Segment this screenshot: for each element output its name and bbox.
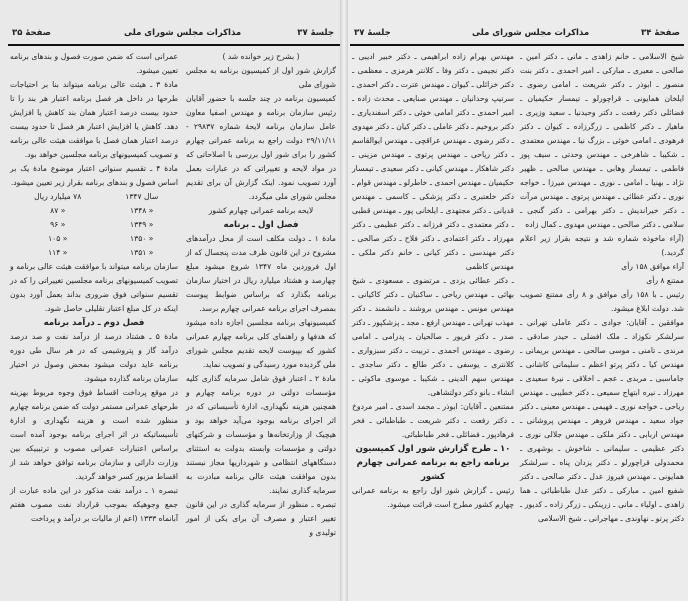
article-paragraph: مادهٔ ۴ ـ تقسیم سنواتی اعتبار موضوع مادهٔ یک بر اساس فصول و بندهای برنامه بقرار زیر تعیین میشود. [10, 164, 179, 187]
right-page [344, 0, 688, 601]
page-header [12, 28, 334, 42]
article-paragraph: مادهٔ ۱ ـ دولت مکلف است از محل درآمدهای مشروح در این قانون ظرف مدت پنجسال که از اول فروردین ماه ۱۳۴۷ شروع میشود مبلغ چهارصد و هشتاد میلیارد ریال در اختیار سازمان برنامه بگذارد که براساس ضوابط پیوست بمصرف اجرای برنامه عمرانی چهارم برسد. [186, 234, 337, 313]
article-paragraph: مادهٔ ۵ ـ هشتاد درصد از درآمد نفت و صد درصد درآمد گاز و پتروشیمی که در هر سال طی دوره برنامه عاید دولت میشود بمحض وصول در اختیار سازمان برنامه گذارده میشود. [10, 332, 179, 383]
paragraph: کمیسیونهای برنامه مجلسین اجازه داده میشود که هدفها و راهنمای کلی برنامه چهارم عمرانی کشور که بپیوست لایحه تقدیم مجلس شورای ملی گردیده مورد رسیدگی و تصویب نماید. [186, 318, 336, 369]
amount-cell: « ۱۰۵ [48, 234, 68, 243]
table-row [10, 204, 178, 218]
paragraph: عمرانی است که ضمن صورت فصول و بندهای برنامه تعیین میشود. [10, 52, 178, 75]
paragraph: موافقین ـ آقایان: جوادی ـ دکتر عاملی تهرانی ـ سرلشکر نکوزاد ـ ملک افضلی ـ حیدر صادقی ـ مرندی ـ تامنی ـ موسی صالحی ـ مهندس بریمانی ـ مهندس کیا ـ دکتر پرتو اعظم ـ سلیمانی کاشانی ـ جاماسبی ـ مربدی ـ عجم ـ اخلاقی ـ نیرهٔ سعیدی ـ مهرزاد ـ نیره ابتهاج سمیعی ـ دکتر خطیبی ـ مهندس ریاحی ـ خواجه نوری ـ فهیمی ـ مهندس معینی ـ دکتر جواد سعید ـ مهندس فروهر ـ مهندس پروشانی ـ مهندس اربابی ـ دکتر ملکی ـ مهندس جلالی نوری ـ دکتر عظیمی ـ سلیمانی ـ شاخوش ـ بوشهری ـ محمدولی قراچورلو ـ دکتر یزدان پناه ـ سرلشکر همایونی ـ مهندس فیروز عدل ـ دکتر صالحی ـ دکتر شفیع امین ـ مبارکی ـ دکتر عدل طباطبائی ـ هما زاهدی ـ اولیاء ـ مانی ـ زرینکی ـ زرگر زاده ـ کدیور ـ دکتر پرتو ـ نهاوندی ـ مهاجرانی ـ شیخ الاسلامی [520, 318, 684, 523]
page-number: صفحهٔ ۳۵ [12, 28, 51, 38]
right-column [520, 50, 684, 526]
amount-cell: « ۹۶ [50, 220, 66, 229]
chapter-heading: فصل اول ـ برنامه [223, 220, 299, 230]
paragraph: ممتنعین ـ آقایان: ابوذر ـ محمد اسدی ـ امیر مردوخ ـ دکتر رفعت ـ دکتر شریعت ـ طباطبائی ـ فخر فرهادپور ـ فضائلی ـ فخر طباطبائی. [352, 402, 514, 439]
article-paragraph: مادهٔ ۲ ـ اعتبار فوق شامل سرمایه گذاری کلیه مؤسسات دولتی در دوره برنامه چهارم و همچنین هزینه نگهداری، ادارهٔ تأسیساتی که در اثر اجرای برنامه بوجود می‌آید خواهد بود و هیچیک از وزارتخانه‌ها و مؤسسات و شرکتهای دولتی و مؤسسات وابسته بدولت به استثنای دستگاههای انتظامی و شهرداریها مجاز نیستند بدون موافقت هیئت عالی برنامه مبادرت به سرمایه گذاری نمایند. [186, 374, 337, 495]
table-row [10, 190, 178, 204]
table-row [10, 232, 178, 246]
table-row [10, 218, 178, 232]
paragraph: سازمان برنامه میتواند با موافقت هیئت عالی برنامه و تصویب کمیسیونهای برنامه مجلسین تغییراتی را که در تقسیم سنواتی فوق ضروری بداند بعمل آورد بدون اینکه در کل مبلغ اعتبار تقلیلی حاصل شود. [10, 262, 178, 313]
year-cell: « ۱۳۵۰ [130, 234, 154, 243]
paragraph: مهندس بهرام زاده ابراهیمی ـ دکتر خبیر ادیبی ـ دکتر نجیمی ـ دکتر وفا ـ کلانتر هرمزی ـ معظمی ـ دکتر خزائلی ـ کیوان ـ مهندس عترت ـ دکتر احمدی ـ سرتیپ وحدانیان ـ مهندس صنایعی ـ محدث زاده ـ امیر احمدی ـ دکتر امامی خوئی ـ دکتر اسفندیاری ـ دکتر بروخیم ـ دکتر عاملی ـ دکتر کیان ـ دکتر مهدوی ـ دکتر رضوی ـ مهندس عراقچی ـ مهندس ایوالقاسم ـ دکتر ریاحی ـ مهندس پرتوی ـ مهندس مزینی ـ دکتر شاهکار ـ مهندس کیانی ـ دکتر سعیدی ـ تیمسار حکیمیان ـ مهندس احمدی ـ خاطرلو ـ مهندس قوام ـ دکتر خلعتبری ـ دکتر پزشکی ـ کاسمی ـ مهندس قدیانی ـ دکتر مجتهدی ـ ایلخانی پور ـ مهندس قطبی ـ دکتر معتمدی ـ دکتر فرزانه ـ دکتر عظیمی ـ دکتر مهرزاد ـ دکتر اعتمادی ـ دکتر فلاح ـ دکتر صالحی ـ دکتر مهندسی ـ دکتر کیانی ـ خانم دکتر ملکی ـ مهندس کاظمی [352, 52, 514, 271]
vote-count: آراء موافق ۱۵۸ رأی [621, 262, 684, 271]
paragraph: ( بشرح زیر خوانده شد ) [222, 52, 300, 61]
right-column [186, 50, 336, 540]
paragraph: رئیس ـ گزارش شور اول راجع به برنامه عمرانی چهارم کشور مطرح است قرائت میشود. [352, 486, 514, 509]
paragraph: شیخ الاسلامی ـ خانم زاهدی ـ مانی ـ دکتر امین ـ صالحی ـ معیری ـ مبارکی ـ امیر احمدی ـ دکتر بنت منصور ـ ابوذر ـ دکتر شریعت ـ امامی رضوی ـ ایلخان همایونی ـ قراچورلو ـ تیمسار حکیمیان ـ فضائلی دکتر رفعت ـ دکتر وحیدنیا ـ سعید وزیری ـ ماهیار ـ دکتر کاظمی ـ زرگرزاده ـ کیوان ـ دکتر فرهودی ـ امامی خوئی ـ بزرگ نیا ـ مهندس معتمدی ـ شکیبا ـ شاهرخی ـ مهندس وحدتی ـ سیف پور فاطمی ـ تیمسار وهابی ـ مهندس صالحی ـ ظهیر نژاد ـ بهنیا ـ امامی ـ نوری ـ مهندس میرزا ـ خواجه نوری ـ دکتر عطائی ـ مهندس پرتوی ـ مهندس مرآت ـ دکتر خیراندیش ـ دکتر بهرامی ـ دکتر گنجی ـ سلامی ـ دکتر صالحی ـ مهندس مهدوی ـ کمال زاده [520, 52, 684, 229]
paragraph: کمیسیون برنامه در چند جلسه با حضور آقایان رئیس سازمان برنامه و مهندس اصفیا معاون عامل سازمان برنامه لایحهٔ شماره ۲۹۸۳۷ - ۲۹/۱۱/۱۱ دولت راجع به برنامه عمرانی چهارم کشور را برای شور اول بررسی با اصلاحاتی که در مواد لایحه و تغییراتی که در عبارات بعمل آورد تصویب نمود. اینک گزارش آن برای تقدیم مجلس شورای ملی میگردد. [186, 94, 336, 201]
header-rule [350, 44, 684, 46]
note-paragraph: تبصره ـ منظور از سرمایه گذاری در این قانون تغییر اعتبار و مصرف آن برای یکی از امور تولیدی و [186, 500, 336, 537]
bill-title: لایحه برنامه عمرانی چهارم کشور [208, 206, 314, 215]
publication-title: مذاکرات مجلس شورای ملی [124, 28, 242, 38]
allocation-table [10, 190, 178, 260]
amount-cell: « ۱۱۴ [48, 248, 68, 257]
amount-cell: « ۸۷ [50, 206, 66, 215]
year-cell: « ۱۳۴۸ [130, 206, 154, 215]
year-cell: « ۱۳۵۱ [130, 248, 154, 257]
vote-count: ممتنع ۸ رأی [646, 276, 684, 285]
section-heading: ۱۰ ـ طرح گزارش شور اول کمیسیون برنامه راجع به برنامه عمرانی چهارم کشور [355, 444, 511, 482]
note-paragraph: تبصره ۱ ـ درآمد نفت مذکور در این ماده عبارت از جمع وجوهیکه بموجب قرارداد نفت مصوب هفتم آبانماه ۱۳۳۳ (اعم از مالیات بر درآمد و پرداخت [10, 486, 179, 523]
session-number: جلسهٔ ۳۷ [354, 28, 391, 38]
year-cell: سال ۱۳۴۷ [125, 192, 159, 201]
paragraph: ـ دکتر عطائی یزدی ـ مرتضوی ـ مسعودی ـ شیخ بهائی ـ مهندس ریاحی ـ ساکنیان ـ دکتر کاکیانی ـ مهندس مونس ـ مهندس بروشند ـ دانشمند ـ دکتر مهذب تهرانی ـ مهندس ارفع ـ مجد ـ پزشکپور ـ دکتر صدر ـ دکتر فریور ـ صالحیان ـ پدرامی ـ امامی رضوی ـ مهندس احمدی ـ تربیت ـ دکتر سبزواری ـ کلانتری ـ یوسفی ـ دکتر طالع ـ دکتر ساجدی ـ مهندس سهم الدینی ـ شکیبا ـ موسوی ماکوئی ـ انشاء ـ بانو دکتر دولتشاهی. [352, 276, 514, 397]
book-gutter [340, 0, 348, 601]
header-rule [8, 44, 340, 46]
paragraph: (آراء ماخوذه شماره شد و نتیجه بقرار زیر اعلام گردید.) [520, 234, 684, 257]
session-number: جلسهٔ ۳۷ [297, 28, 334, 38]
paragraph: در موقع پرداخت اقساط فوق وجوه مربوط بهزینه طرحهای عمرانی مستمر دولت که ضمن برنامه چهارم منظور شده است و هزینه نگهداری و ادارهٔ تأسیساتیکه در اثر اجرای برنامه بوجود آمده است براساس اعتبارات عمرانی مصوب و ترتیبیکه بین وزارت دارائی و سازمان برنامه توافق خواهد شد از اقساط مزبور کسر خواهد گردید. [10, 388, 178, 481]
paragraph: رئیس ـ با ۱۵۸ رأی موافق و ۸ رأی ممتنع تصویب شد. دولت ابلاغ میشود. [520, 290, 684, 313]
table-row [10, 246, 178, 260]
publication-title: مذاکرات مجلس شورای ملی [472, 28, 590, 38]
page-number: صفحهٔ ۳۴ [641, 28, 680, 38]
left-column [352, 50, 514, 512]
paragraph: گزارش شور اول از کمیسیون برنامه به مجلس شورای ملی [186, 66, 336, 89]
year-cell: « ۱۳۴۹ [130, 220, 154, 229]
amount-cell: ۷۸ میلیارد ریال [34, 192, 82, 201]
page-header [354, 28, 680, 42]
left-column [10, 50, 178, 526]
article-paragraph: مادهٔ ۳ ـ هیئت عالی برنامه میتواند بنا بر احتیاجات طرحها در داخل هر فصل برنامه اعتبار هر بند را تا حدود بیست درصد اعتبار همان بند کاهش یا افزایش دهد. کاهش یا افزایش اعتبار هر فصل تا حدود بیست درصد اعتبار همان فصل با موافقت هیئت عالی برنامه و تصویب کمیسیونهای برنامه مجلسین خواهد بود. [10, 80, 178, 159]
chapter-heading: فصل دوم ـ درآمد برنامه [43, 318, 145, 328]
